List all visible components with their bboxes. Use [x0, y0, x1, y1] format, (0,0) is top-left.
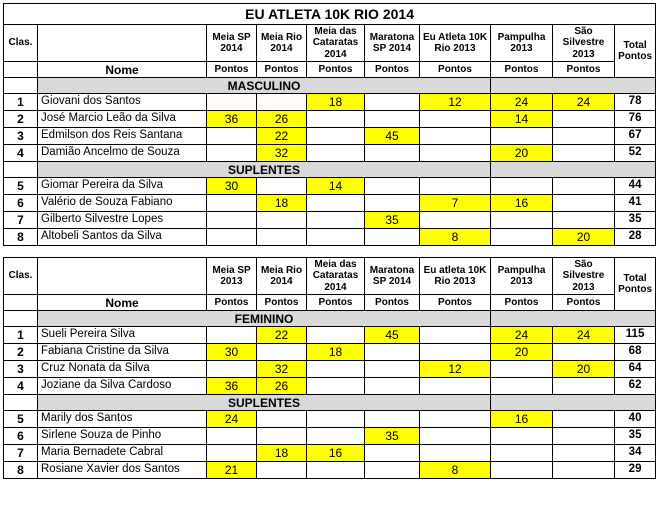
- ranking-table: [3, 3, 656, 479]
- section-blank: [4, 162, 38, 178]
- race-header: Meia das Cataratas 2014: [307, 258, 365, 295]
- athlete-row: [4, 445, 656, 462]
- points-cell: 36: [207, 378, 257, 395]
- points-cell: [420, 411, 491, 428]
- points-cell: [491, 229, 553, 246]
- points-cell: [207, 195, 257, 212]
- athlete-row: [4, 128, 656, 145]
- points-cell: [553, 145, 615, 162]
- points-cell: [491, 178, 553, 195]
- athlete-row: [4, 361, 656, 378]
- points-cell: [207, 145, 257, 162]
- points-cell: 32: [257, 361, 307, 378]
- athlete-row: [4, 344, 656, 361]
- total-points: 35: [615, 428, 656, 445]
- clas-blank: [4, 62, 38, 78]
- points-cell: 45: [365, 128, 420, 145]
- points-cell: [420, 128, 491, 145]
- pontos-label: Pontos: [257, 62, 307, 78]
- race-header: Meia SP 2014: [207, 25, 257, 62]
- section-title: SUPLENTES: [38, 395, 491, 411]
- points-cell: [257, 178, 307, 195]
- total-points: 62: [615, 378, 656, 395]
- total-points: 28: [615, 229, 656, 246]
- points-cell: 30: [207, 344, 257, 361]
- total-points: 34: [615, 445, 656, 462]
- pontos-label: Pontos: [365, 62, 420, 78]
- points-cell: 16: [491, 411, 553, 428]
- athlete-name: Edmilson dos Reis Santana: [38, 128, 207, 145]
- athlete-row: [4, 462, 656, 479]
- pontos-label: Pontos: [420, 62, 491, 78]
- athlete-name: Damião Ancelmo de Souza: [38, 145, 207, 162]
- position: 4: [4, 378, 38, 395]
- section-title: FEMININO: [38, 311, 491, 327]
- section-row: [4, 311, 656, 327]
- points-cell: [307, 428, 365, 445]
- athlete-row: [4, 378, 656, 395]
- total-header: Total Pontos: [615, 258, 656, 311]
- points-cell: [307, 195, 365, 212]
- points-cell: [307, 378, 365, 395]
- athlete-name: Giovani dos Santos: [38, 94, 207, 111]
- total-points: 35: [615, 212, 656, 229]
- points-cell: [553, 111, 615, 128]
- points-cell: [207, 445, 257, 462]
- total-points: 115: [615, 327, 656, 344]
- points-cell: 16: [491, 195, 553, 212]
- points-cell: [553, 445, 615, 462]
- race-header: Maratona SP 2014: [365, 25, 420, 62]
- points-cell: 20: [553, 229, 615, 246]
- points-cell: 26: [257, 378, 307, 395]
- section-row: [4, 162, 656, 178]
- clas-header: Clas.: [4, 258, 38, 295]
- points-cell: 21: [207, 462, 257, 479]
- position: 6: [4, 428, 38, 445]
- points-cell: 20: [553, 361, 615, 378]
- points-cell: [207, 229, 257, 246]
- pontos-label: Pontos: [491, 62, 553, 78]
- spacer-cell: [4, 246, 656, 258]
- pontos-label: Pontos: [207, 62, 257, 78]
- points-cell: 36: [207, 111, 257, 128]
- points-cell: [420, 178, 491, 195]
- position: 4: [4, 145, 38, 162]
- points-cell: 14: [491, 111, 553, 128]
- points-cell: 20: [491, 145, 553, 162]
- points-cell: 26: [257, 111, 307, 128]
- position: 2: [4, 111, 38, 128]
- athlete-row: [4, 111, 656, 128]
- points-cell: [365, 445, 420, 462]
- points-cell: [365, 378, 420, 395]
- points-cell: 12: [420, 361, 491, 378]
- points-cell: 35: [365, 428, 420, 445]
- pontos-label: Pontos: [491, 295, 553, 311]
- points-cell: [553, 128, 615, 145]
- athlete-row: [4, 327, 656, 344]
- name-header-blank: [38, 258, 207, 295]
- points-cell: 18: [257, 195, 307, 212]
- total-points: 44: [615, 178, 656, 195]
- total-points: 41: [615, 195, 656, 212]
- section-blank: [4, 78, 38, 94]
- clas-header: Clas.: [4, 25, 38, 62]
- position: 5: [4, 411, 38, 428]
- position: 3: [4, 361, 38, 378]
- position: 1: [4, 94, 38, 111]
- pontos-label: Pontos: [257, 295, 307, 311]
- section-blank-right: [491, 395, 656, 411]
- points-cell: 24: [207, 411, 257, 428]
- total-points: 67: [615, 128, 656, 145]
- pontos-row: [4, 62, 656, 78]
- race-header: São Silvestre 2013: [553, 25, 615, 62]
- points-cell: [365, 111, 420, 128]
- points-cell: [307, 327, 365, 344]
- points-cell: 32: [257, 145, 307, 162]
- points-cell: 22: [257, 327, 307, 344]
- points-cell: 35: [365, 212, 420, 229]
- pontos-label: Pontos: [553, 295, 615, 311]
- athlete-name: Joziane da Silva Cardoso: [38, 378, 207, 395]
- points-cell: [207, 128, 257, 145]
- points-cell: [257, 229, 307, 246]
- points-cell: [491, 428, 553, 445]
- points-cell: [207, 327, 257, 344]
- header-row: [4, 258, 656, 295]
- race-header: Meia Rio 2014: [257, 258, 307, 295]
- points-cell: [420, 344, 491, 361]
- athlete-row: [4, 212, 656, 229]
- points-cell: [307, 411, 365, 428]
- points-cell: [491, 462, 553, 479]
- athlete-name: Marily dos Santos: [38, 411, 207, 428]
- athlete-row: [4, 428, 656, 445]
- points-cell: [365, 361, 420, 378]
- points-cell: 12: [420, 94, 491, 111]
- athlete-name: Gilberto Silvestre Lopes: [38, 212, 207, 229]
- total-points: 64: [615, 361, 656, 378]
- points-cell: [553, 212, 615, 229]
- header-row: [4, 25, 656, 62]
- points-cell: [365, 178, 420, 195]
- points-cell: 18: [307, 344, 365, 361]
- position: 8: [4, 462, 38, 479]
- pontos-label: Pontos: [420, 295, 491, 311]
- athlete-name: Rosiane Xavier dos Santos: [38, 462, 207, 479]
- points-cell: [553, 428, 615, 445]
- points-cell: [257, 344, 307, 361]
- total-points: 52: [615, 145, 656, 162]
- points-cell: 7: [420, 195, 491, 212]
- points-cell: [553, 462, 615, 479]
- race-header: Eu Atleta 10K Rio 2013: [420, 25, 491, 62]
- points-cell: [553, 178, 615, 195]
- points-cell: [307, 111, 365, 128]
- race-header: Meia Rio 2014: [257, 25, 307, 62]
- points-cell: [307, 462, 365, 479]
- points-cell: [257, 462, 307, 479]
- position: 3: [4, 128, 38, 145]
- points-cell: [257, 428, 307, 445]
- points-cell: [491, 445, 553, 462]
- points-cell: [420, 428, 491, 445]
- athlete-name: Cruz Nonata da Silva: [38, 361, 207, 378]
- race-header: Maratona SP 2014: [365, 258, 420, 295]
- athlete-row: [4, 94, 656, 111]
- points-cell: [420, 212, 491, 229]
- total-points: 40: [615, 411, 656, 428]
- pontos-label: Pontos: [207, 295, 257, 311]
- points-cell: 14: [307, 178, 365, 195]
- race-header: Pampulha 2013: [491, 258, 553, 295]
- athlete-name: Sirlene Souza de Pinho: [38, 428, 207, 445]
- name-header-blank: [38, 25, 207, 62]
- points-cell: [420, 111, 491, 128]
- points-cell: [365, 411, 420, 428]
- points-cell: [207, 94, 257, 111]
- pontos-label: Pontos: [307, 62, 365, 78]
- points-cell: [420, 378, 491, 395]
- position: 7: [4, 212, 38, 229]
- points-cell: [365, 229, 420, 246]
- athlete-row: [4, 411, 656, 428]
- athlete-row: [4, 145, 656, 162]
- points-cell: 45: [365, 327, 420, 344]
- points-cell: 18: [257, 445, 307, 462]
- athlete-name: Giomar Pereira da Silva: [38, 178, 207, 195]
- points-cell: [365, 462, 420, 479]
- points-cell: 8: [420, 462, 491, 479]
- points-cell: [307, 128, 365, 145]
- section-blank: [4, 311, 38, 327]
- athlete-name: Valério de Souza Fabiano: [38, 195, 207, 212]
- athlete-row: [4, 229, 656, 246]
- points-cell: 20: [491, 344, 553, 361]
- points-cell: [365, 94, 420, 111]
- race-header: Meia das Cataratas 2014: [307, 25, 365, 62]
- points-cell: [420, 445, 491, 462]
- points-cell: [307, 361, 365, 378]
- points-cell: 22: [257, 128, 307, 145]
- race-header: Meia SP 2013: [207, 258, 257, 295]
- points-cell: [365, 145, 420, 162]
- points-cell: [207, 212, 257, 229]
- clas-blank: [4, 295, 38, 311]
- total-points: 68: [615, 344, 656, 361]
- total-points: 78: [615, 94, 656, 111]
- points-cell: 18: [307, 94, 365, 111]
- section-row: [4, 395, 656, 411]
- section-blank-right: [491, 78, 656, 94]
- points-cell: [207, 428, 257, 445]
- points-cell: [491, 128, 553, 145]
- pontos-label: Pontos: [307, 295, 365, 311]
- athlete-name: Maria Bernadete Cabral: [38, 445, 207, 462]
- points-cell: [365, 195, 420, 212]
- pontos-label: Pontos: [553, 62, 615, 78]
- position: 1: [4, 327, 38, 344]
- section-blank-right: [491, 311, 656, 327]
- athlete-name: Sueli Pereira Silva: [38, 327, 207, 344]
- points-cell: 30: [207, 178, 257, 195]
- points-cell: [307, 145, 365, 162]
- points-cell: 24: [491, 327, 553, 344]
- total-points: 29: [615, 462, 656, 479]
- points-cell: [420, 145, 491, 162]
- points-cell: 24: [491, 94, 553, 111]
- nome-header: Nome: [38, 62, 207, 78]
- total-header: Total Pontos: [615, 25, 656, 78]
- position: 6: [4, 195, 38, 212]
- points-cell: [491, 212, 553, 229]
- points-cell: [553, 378, 615, 395]
- points-cell: [257, 94, 307, 111]
- nome-header: Nome: [38, 295, 207, 311]
- block-spacer: [4, 246, 656, 258]
- section-row: [4, 78, 656, 94]
- position: 8: [4, 229, 38, 246]
- section-title: SUPLENTES: [38, 162, 491, 178]
- points-cell: [491, 361, 553, 378]
- section-title: MASCULINO: [38, 78, 491, 94]
- athlete-name: Fabiana Cristine da Silva: [38, 344, 207, 361]
- points-cell: [257, 411, 307, 428]
- race-header: Pampulha 2013: [491, 25, 553, 62]
- section-blank: [4, 395, 38, 411]
- points-cell: 24: [553, 327, 615, 344]
- points-cell: 16: [307, 445, 365, 462]
- points-cell: 24: [553, 94, 615, 111]
- points-cell: [307, 212, 365, 229]
- points-cell: [553, 411, 615, 428]
- athlete-name: José Marcio Leão da Silva: [38, 111, 207, 128]
- pontos-label: Pontos: [365, 295, 420, 311]
- points-cell: [307, 229, 365, 246]
- points-cell: [207, 361, 257, 378]
- position: 5: [4, 178, 38, 195]
- total-points: 76: [615, 111, 656, 128]
- athlete-name: Altobeli Santos da Silva: [38, 229, 207, 246]
- points-cell: 8: [420, 229, 491, 246]
- points-cell: [553, 195, 615, 212]
- pontos-row: [4, 295, 656, 311]
- points-cell: [257, 212, 307, 229]
- page-title: EU ATLETA 10K RIO 2014: [4, 4, 656, 25]
- points-cell: [553, 344, 615, 361]
- position: 7: [4, 445, 38, 462]
- race-header: São Silvestre 2013: [553, 258, 615, 295]
- section-blank-right: [491, 162, 656, 178]
- athlete-row: [4, 178, 656, 195]
- points-cell: [365, 344, 420, 361]
- points-cell: [420, 327, 491, 344]
- athlete-row: [4, 195, 656, 212]
- points-cell: [491, 378, 553, 395]
- race-header: Eu atleta 10K Rio 2013: [420, 258, 491, 295]
- position: 2: [4, 344, 38, 361]
